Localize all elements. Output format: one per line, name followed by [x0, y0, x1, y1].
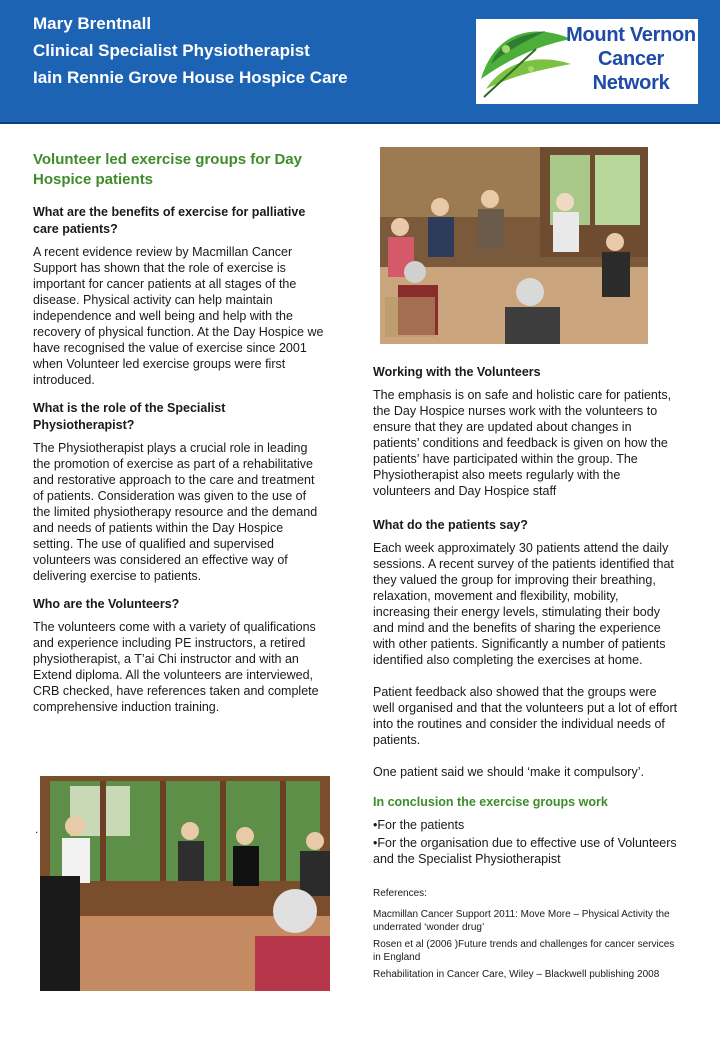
reference-3: Rehabilitation in Cancer Care, Wiley – Blackwell publishing 2008	[373, 969, 660, 980]
right-column	[373, 364, 678, 985]
working-volunteers-body: The emphasis is on safe and holistic care for patients, the Day Hospice nurses work with the volunteers to ensure that they are updated about changes in patients’ conditions and feedback is given on how the patients’ have participated within the group. The Physiotherapist also meets regularly with the volunteers and Day Hospice staff	[373, 388, 672, 498]
left-column	[33, 150, 325, 727]
references-label: References:	[373, 888, 427, 899]
benefits-heading: What are the benefits of exercise for palliative care patients?	[33, 205, 306, 236]
conclusion-bullet-1: •For the patients	[373, 818, 465, 832]
exercise-group-image	[380, 147, 648, 344]
poster-title: Volunteer led exercise groups for Day Hospice patients	[33, 151, 302, 188]
physio-role-heading: What is the role of the Specialist Physiotherapist?	[33, 401, 226, 432]
header-banner	[0, 0, 720, 124]
stray-mark: .	[35, 822, 39, 836]
group-exercise-photo-top	[380, 147, 648, 344]
conclusion-bullet-2: •For the organisation due to effective use of Volunteers and the Specialist Physiotherapist	[373, 836, 677, 866]
mount-vernon-logo	[476, 19, 698, 104]
volunteers-heading: Who are the Volunteers?	[33, 597, 180, 611]
reference-2: Rosen et al (2006 )Future trends and challenges for cancer services in England	[373, 939, 675, 963]
conservatory-exercise-image	[40, 776, 330, 991]
physio-role-body: The Physiotherapist plays a crucial role in leading the promotion of exercise as part of a rehabilitative and restorative approach to the care and treatment of patients. Consideration was given to the use of the limited physiotherapy resource and the demand and needs of patients within the Day Hospice setting. The use of qualified and supervised volunteers was considered an effective way of delivering exercise to patients.	[33, 441, 318, 583]
logo-line-2: Cancer	[597, 48, 664, 70]
volunteers-body: The volunteers come with a variety of qualifications and experience including PE instructors, a retired physiotherapist, a T’ai Chi instructor and with an Extend diploma. All the volunteers are interviewed, CRB checked, have references taken and complete comprehensive induction training.	[33, 620, 319, 714]
group-exercise-photo-bottom	[40, 776, 330, 991]
logo-line-3: Network	[592, 72, 670, 94]
patients-say-body-3: One patient said we should ‘make it compulsory’.	[373, 765, 644, 779]
conclusion-heading: In conclusion the exercise groups work	[373, 795, 608, 809]
reference-1: Macmillan Cancer Support 2011: Move More – Physical Activity the underrated ‘wonder drug’	[373, 909, 670, 933]
leaf-logo-icon	[476, 19, 576, 104]
author-name: Mary Brentnall	[33, 14, 152, 33]
working-volunteers-heading: Working with the Volunteers	[373, 365, 541, 379]
logo-line-1: Mount Vernon	[566, 24, 696, 46]
logo-wordmark	[566, 23, 696, 95]
patients-say-heading: What do the patients say?	[373, 518, 528, 532]
patients-say-body-1: Each week approximately 30 patients attend the daily sessions. A recent survey of the patients identified that they valued the group for improving their breathing, relaxation, movement and flexibility, mobility, increasing their energy levels, stimulating their body and mind and the benefits of sharing the experience with other patients. Significantly a number of patients identified also completing the exercises at home.	[373, 541, 674, 667]
patients-say-body-2: Patient feedback also showed that the groups were well organised and that the volunteers put a lot of effort into the routines and consider the individual needs of patients.	[373, 685, 678, 747]
author-role: Clinical Specialist Physiotherapist	[33, 41, 310, 60]
organisation-name: Iain Rennie Grove House Hospice Care	[33, 68, 348, 87]
benefits-body: A recent evidence review by Macmillan Cancer Support has shown that the role of exercise is important for cancer patients at all stages of the disease. Physical activity can help maintain independence and well being and help with the recovery of physical function. At the Day Hospice we have recognised the value of exercise since 2001 when Volunteer led exercise groups were first introduced.	[33, 245, 324, 387]
